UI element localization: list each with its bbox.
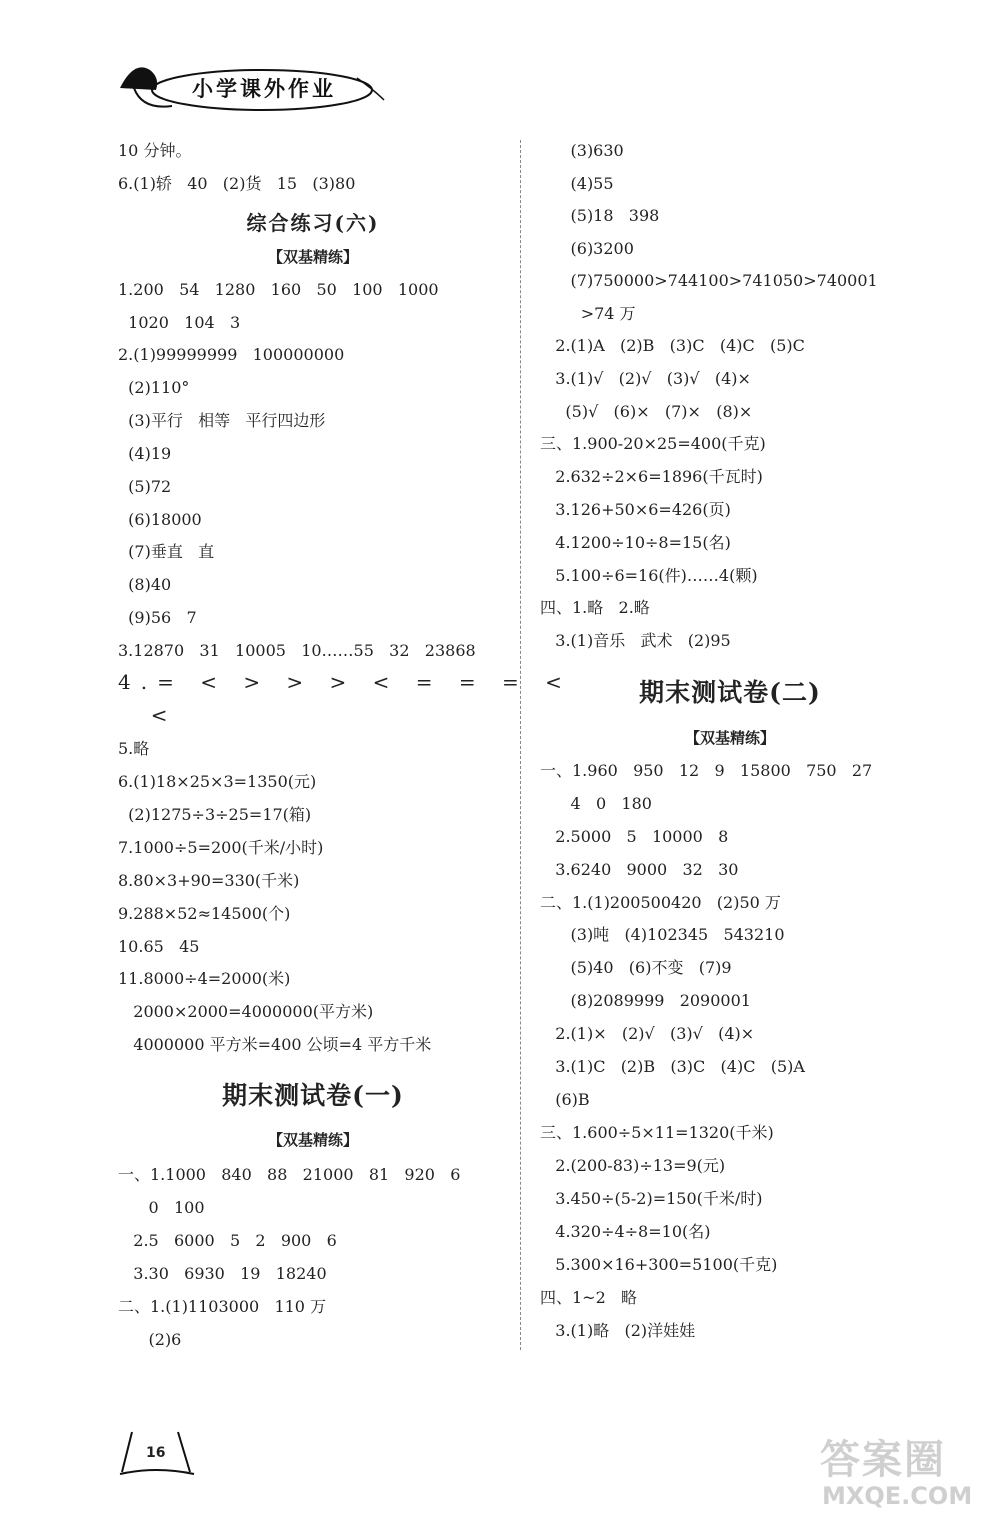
answer-line: 6.(1)18×25×3=1350(元) [118, 772, 317, 791]
answer-line: 7.1000÷5=200(千米/小时) [118, 838, 324, 857]
answer-line: 3.450÷(5-2)=150(千米/时) [540, 1189, 763, 1208]
answer-line: 3.30 6930 19 18240 [118, 1264, 327, 1283]
page-number-badge [118, 1428, 198, 1478]
answer-line: 3.(1)音乐 武术 (2)95 [540, 631, 731, 650]
answer-line: (8)2089999 2090001 [540, 991, 751, 1010]
answer-line: 10 分钟。 [118, 141, 192, 160]
answer-line: 3.6240 9000 32 30 [540, 860, 739, 879]
answer-line: 3.(1)略 (2)洋娃娃 [540, 1321, 696, 1340]
answer-line: 2.(1)× (2)√ (3)√ (4)× [540, 1024, 755, 1043]
answer-line: >74 万 [540, 304, 636, 323]
answer-line: (2)1275÷3÷25=17(箱) [118, 805, 312, 824]
watermark-logo-text: 答案圈 [820, 1437, 946, 1483]
book-title: 小学课外作业 [192, 77, 336, 101]
answer-line: 1020 104 3 [118, 313, 241, 332]
answer-line: 4 0 180 [540, 794, 652, 813]
section-subtitle: 【双基精练】 [267, 248, 358, 266]
answer-line: 3.12870 31 10005 10……55 32 23868 [118, 641, 476, 660]
section-title: 期末测试卷(一) [222, 1081, 404, 1110]
answer-line: 二、1.(1)1103000 110 万 [118, 1297, 327, 1316]
watermark [810, 1428, 990, 1516]
answer-line: 8.80×3+90=330(千米) [118, 871, 300, 890]
answer-line: 2.632÷2×6=1896(千瓦时) [540, 467, 763, 486]
answer-line: 9.288×52≈14500(个) [118, 904, 291, 923]
answer-line: 2.(1)A (2)B (3)C (4)C (5)C [540, 336, 805, 355]
answer-line: 5.300×16+300=5100(千克) [540, 1255, 778, 1274]
page-number: 16 [146, 1445, 166, 1461]
answer-line: (5)18 398 [540, 206, 660, 225]
answer-line: (4)55 [540, 174, 614, 193]
answer-line: 2.(1)99999999 100000000 [118, 345, 345, 364]
answer-line: (9)56 7 [118, 608, 197, 627]
answer-line: 5.100÷6=16(件)……4(颗) [540, 566, 758, 585]
answer-line: 6.(1)轿 40 (2)货 15 (3)80 [118, 174, 356, 193]
answer-line: (6)3200 [540, 239, 634, 258]
answer-line: (5)72 [118, 477, 172, 496]
answer-line: 1.200 54 1280 160 50 100 1000 [118, 280, 439, 299]
section-title: 期末测试卷(二) [639, 678, 821, 707]
answer-line: (8)40 [118, 575, 172, 594]
answer-line: (5)√ (6)× (7)× (8)× [540, 402, 753, 421]
answer-line: (6)B [540, 1090, 590, 1109]
answer-line: 3.(1)√ (2)√ (3)√ (4)× [540, 369, 751, 388]
answer-line: 四、1.略 2.略 [540, 598, 650, 617]
answer-line: (7)750000>744100>741050>740001 [540, 271, 878, 290]
answer-line: (2)110° [118, 378, 190, 397]
watermark-url: MXQE.COM [822, 1482, 973, 1510]
answer-line: (3)吨 (4)102345 543210 [540, 925, 785, 944]
answer-line: 一、1.1000 840 88 21000 81 920 6 [118, 1165, 461, 1184]
answer-line: 3.(1)C (2)B (3)C (4)C (5)A [540, 1057, 805, 1076]
answer-line: 4000000 平方米=400 公顷=4 平方千米 [118, 1035, 432, 1054]
answer-line: 3.126+50×6=426(页) [540, 500, 731, 519]
column-divider [520, 140, 521, 1350]
section-subtitle: 【双基精练】 [684, 729, 775, 747]
answer-line: (2)6 [118, 1330, 182, 1349]
answer-line: 一、1.960 950 12 9 15800 750 27 [540, 761, 873, 780]
answer-line: (5)40 (6)不变 (7)9 [540, 958, 732, 977]
answer-line: 四、1~2 略 [540, 1288, 638, 1307]
answer-line: 11.8000÷4=2000(米) [118, 969, 291, 988]
answer-line: 三、1.900-20×25=400(千克) [540, 434, 766, 453]
answer-line: 二、1.(1)200500420 (2)50 万 [540, 893, 781, 912]
answer-line: 2.(200-83)÷13=9(元) [540, 1156, 726, 1175]
answer-line: 三、1.600÷5×11=1320(千米) [540, 1123, 774, 1142]
section-title: 综合练习(六) [246, 211, 380, 235]
section-subtitle: 【双基精练】 [267, 1131, 358, 1149]
answer-line: 2.5 6000 5 2 900 6 [118, 1231, 337, 1250]
answer-line: 4.1200÷10÷8=15(名) [540, 533, 731, 552]
answer-line: 2000×2000=4000000(平方米) [118, 1002, 374, 1021]
answer-line: 5.略 [118, 739, 150, 758]
answer-line: (3)630 [540, 141, 624, 160]
answer-line: (7)垂直 直 [118, 542, 215, 561]
answer-line: 2.5000 5 10000 8 [540, 827, 729, 846]
answer-line: (6)18000 [118, 510, 202, 529]
answer-line: 4.= < > > > < = = = < [118, 670, 572, 694]
header-banner [112, 60, 392, 120]
answer-line: 4.320÷4÷8=10(名) [540, 1222, 711, 1241]
answer-line: < [118, 703, 178, 727]
answer-line: (4)19 [118, 444, 172, 463]
answer-line: 0 100 [118, 1198, 205, 1217]
answer-line: 10.65 45 [118, 937, 200, 956]
answer-line: (3)平行 相等 平行四边形 [118, 411, 326, 430]
